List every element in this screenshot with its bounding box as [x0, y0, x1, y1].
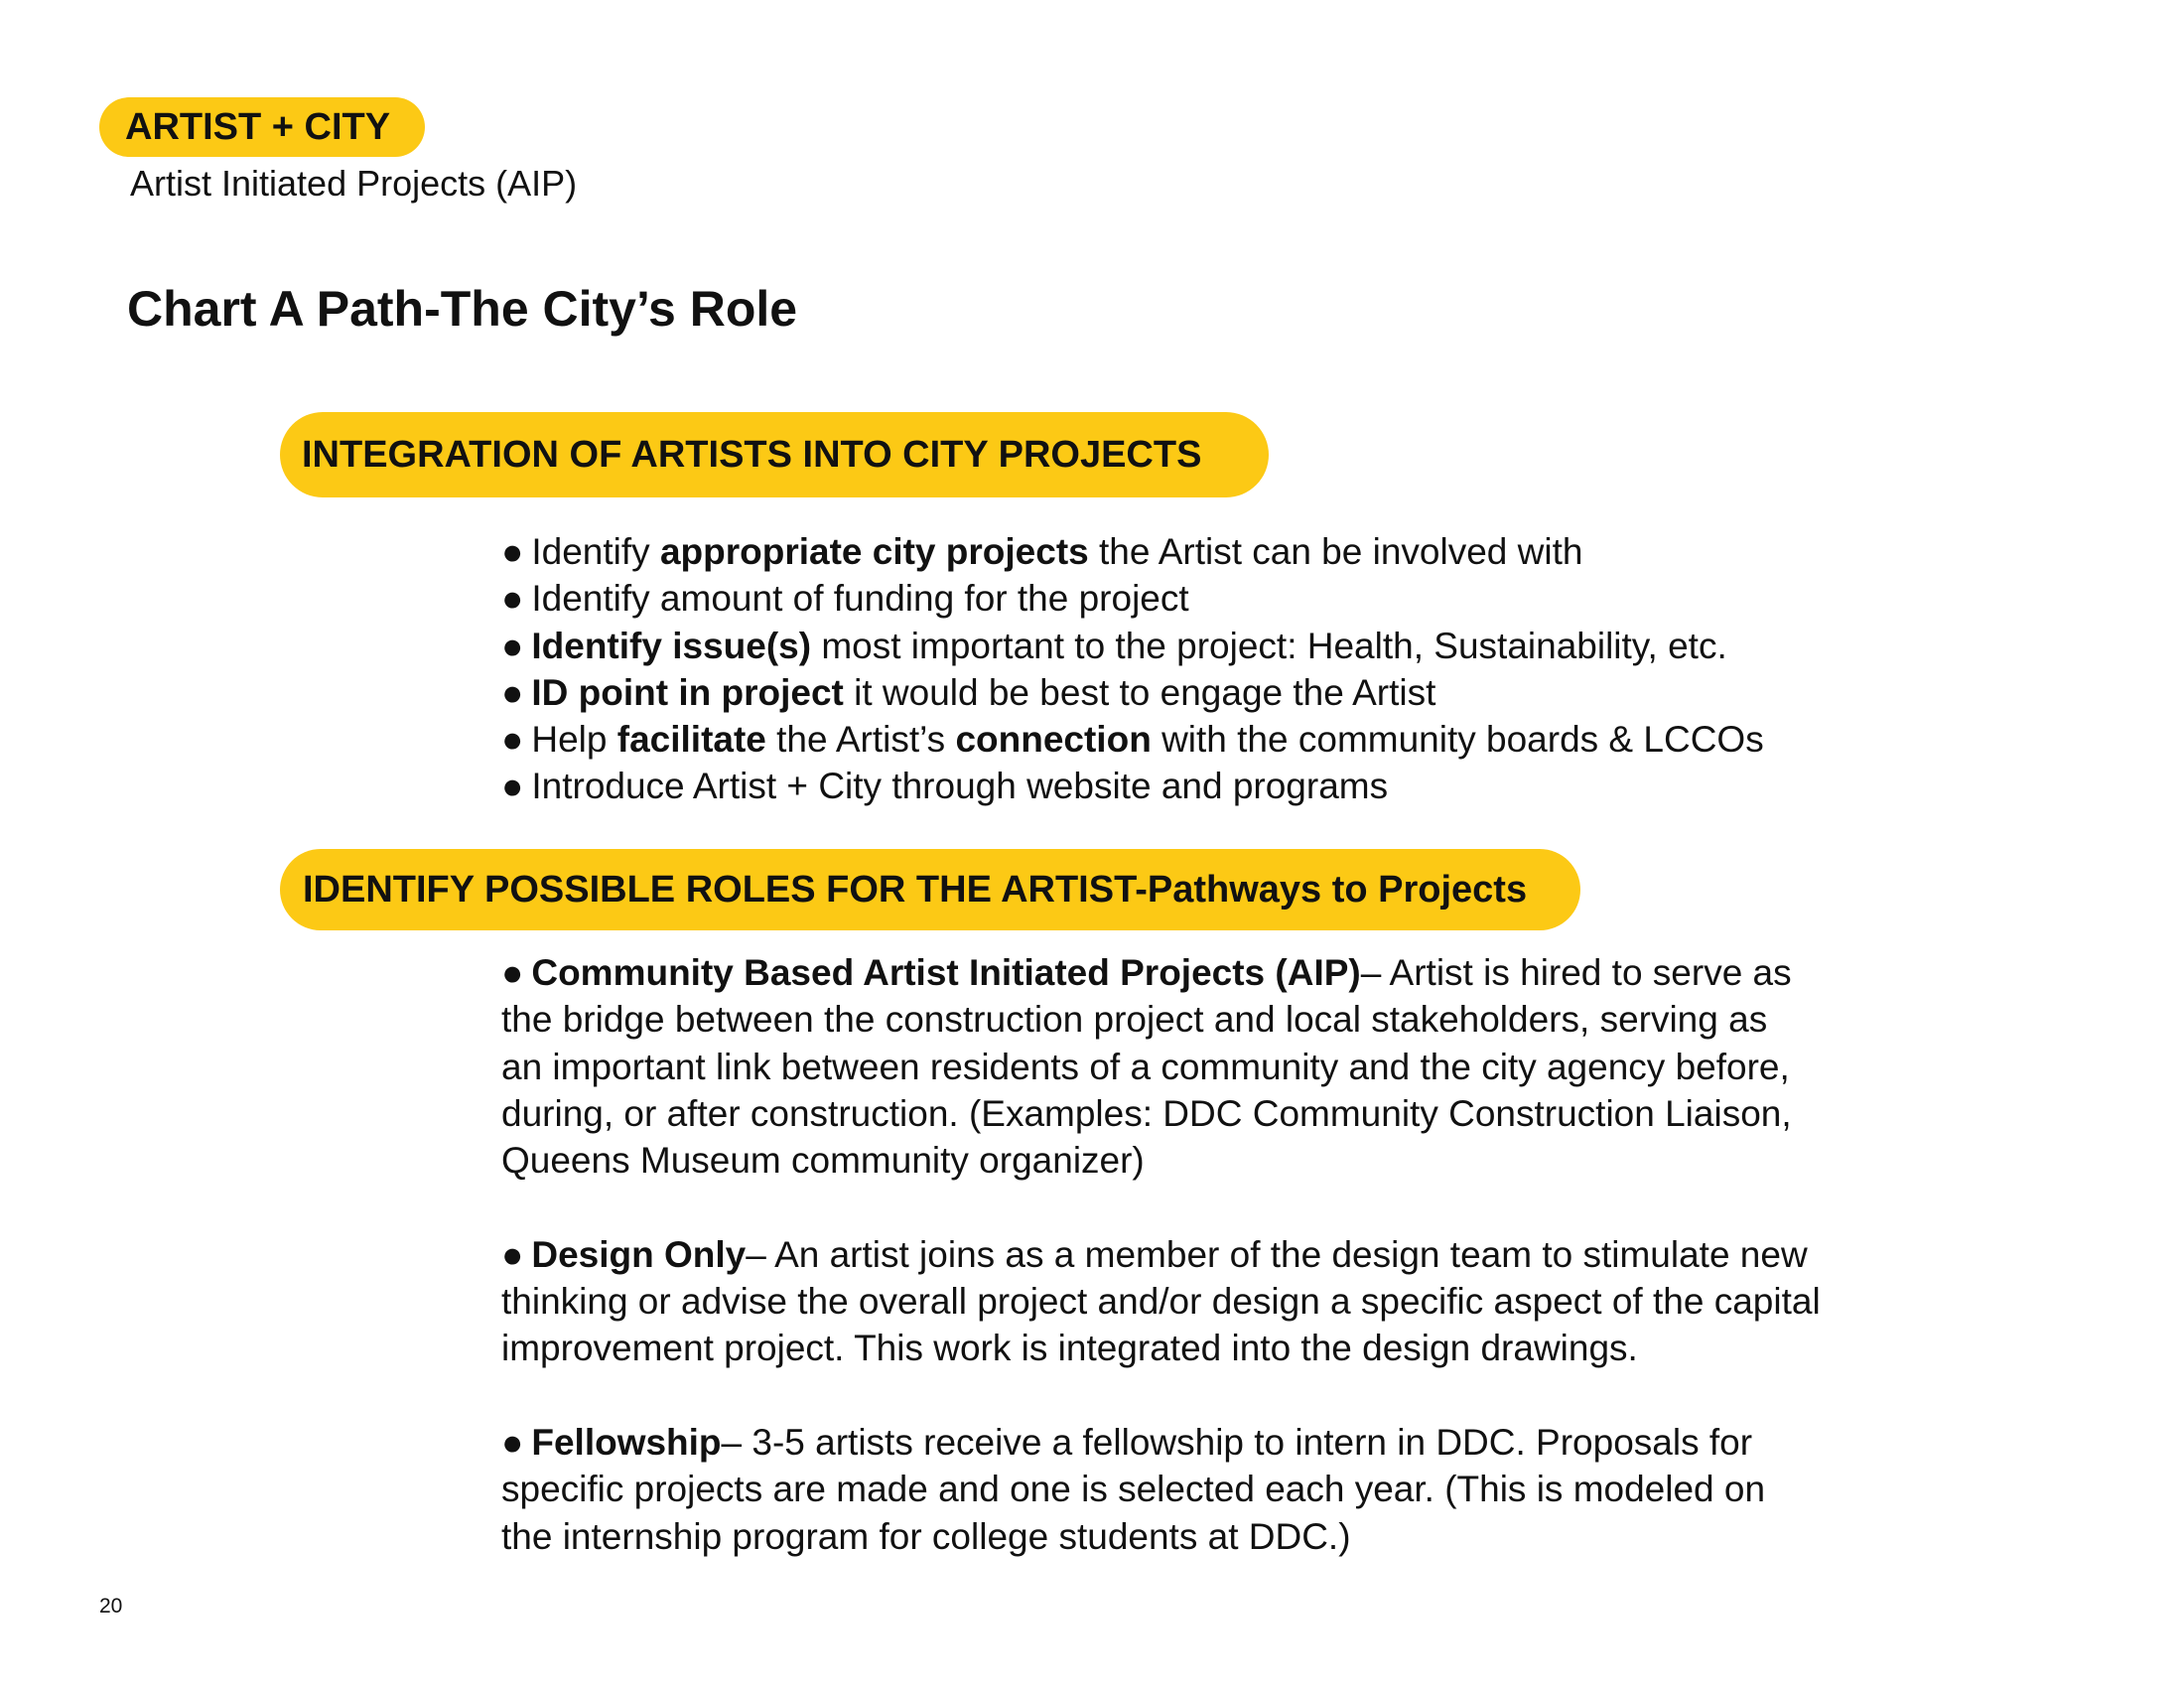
page-title: Chart A Path-The City’s Role	[127, 281, 798, 337]
bullet-icon: ●	[501, 766, 524, 807]
bullet-icon: ●	[501, 625, 524, 666]
list-item: ● Help facilitate the Artist’s connection with the community boards & LCCOs	[501, 719, 1764, 761]
section-heading-roles	[280, 849, 1580, 930]
bullet-icon: ●	[501, 719, 524, 761]
bullet-icon: ●	[501, 1421, 524, 1463]
bullet-icon: ●	[501, 671, 524, 713]
list-item: ● Introduce Artist + City through website and programs	[501, 766, 1389, 807]
list-item: ● Identify issue(s) most important to the project: Health, Sustainability, etc.	[501, 625, 1727, 666]
integration-bullet-list	[501, 528, 1764, 810]
role-community-aip: ● Community Based Artist Initiated Projects (AIP)– Artist is hired to serve as the bridge between the construction project and local stakeholders, serving as an important link between residents of a community and the city agency before, during, or after construction. (Examples: DDC Community Construction Liaison, Queens Museum community organizer)	[501, 952, 1792, 1182]
bullet-icon: ●	[501, 578, 524, 620]
section-heading-integration	[280, 412, 1269, 497]
section-heading-label: INTEGRATION OF ARTISTS INTO CITY PROJECTS	[302, 433, 1202, 476]
bullet-icon: ●	[501, 952, 524, 993]
list-item: ● Identify amount of funding for the project	[501, 578, 1189, 620]
bullet-icon: ●	[501, 531, 524, 572]
bullet-icon: ●	[501, 1233, 524, 1275]
roles-list	[501, 949, 1931, 1560]
list-item: ● ID point in project it would be best to engage the Artist	[501, 671, 1436, 713]
list-item: ● Identify appropriate city projects the Artist can be involved with	[501, 531, 1583, 572]
section-heading-label: IDENTIFY POSSIBLE ROLES FOR THE ARTIST-Pathways to Projects	[303, 868, 1528, 911]
role-fellowship: ● Fellowship– 3-5 artists receive a fellowship to intern in DDC. Proposals for specific projects are made and one is selected each year. (This is modeled on the internship program for college students at DDC.)	[501, 1421, 1766, 1557]
role-name: Fellowship	[531, 1421, 722, 1463]
section-tag-badge	[99, 97, 425, 157]
section-tag-label: ARTIST + CITY	[125, 105, 391, 148]
role-design-only: ● Design Only– An artist joins as a member of the design team to stimulate new thinking or advise the overall project and/or design a specific aspect of the capital improvement project. This work is integrated into the design drawings.	[501, 1233, 1821, 1369]
page-subtitle: Artist Initiated Projects (AIP)	[130, 163, 578, 204]
role-name: Design Only	[531, 1233, 747, 1275]
role-name: Community Based Artist Initiated Projects (AIP)	[531, 952, 1361, 993]
page-number: 20	[99, 1595, 123, 1618]
